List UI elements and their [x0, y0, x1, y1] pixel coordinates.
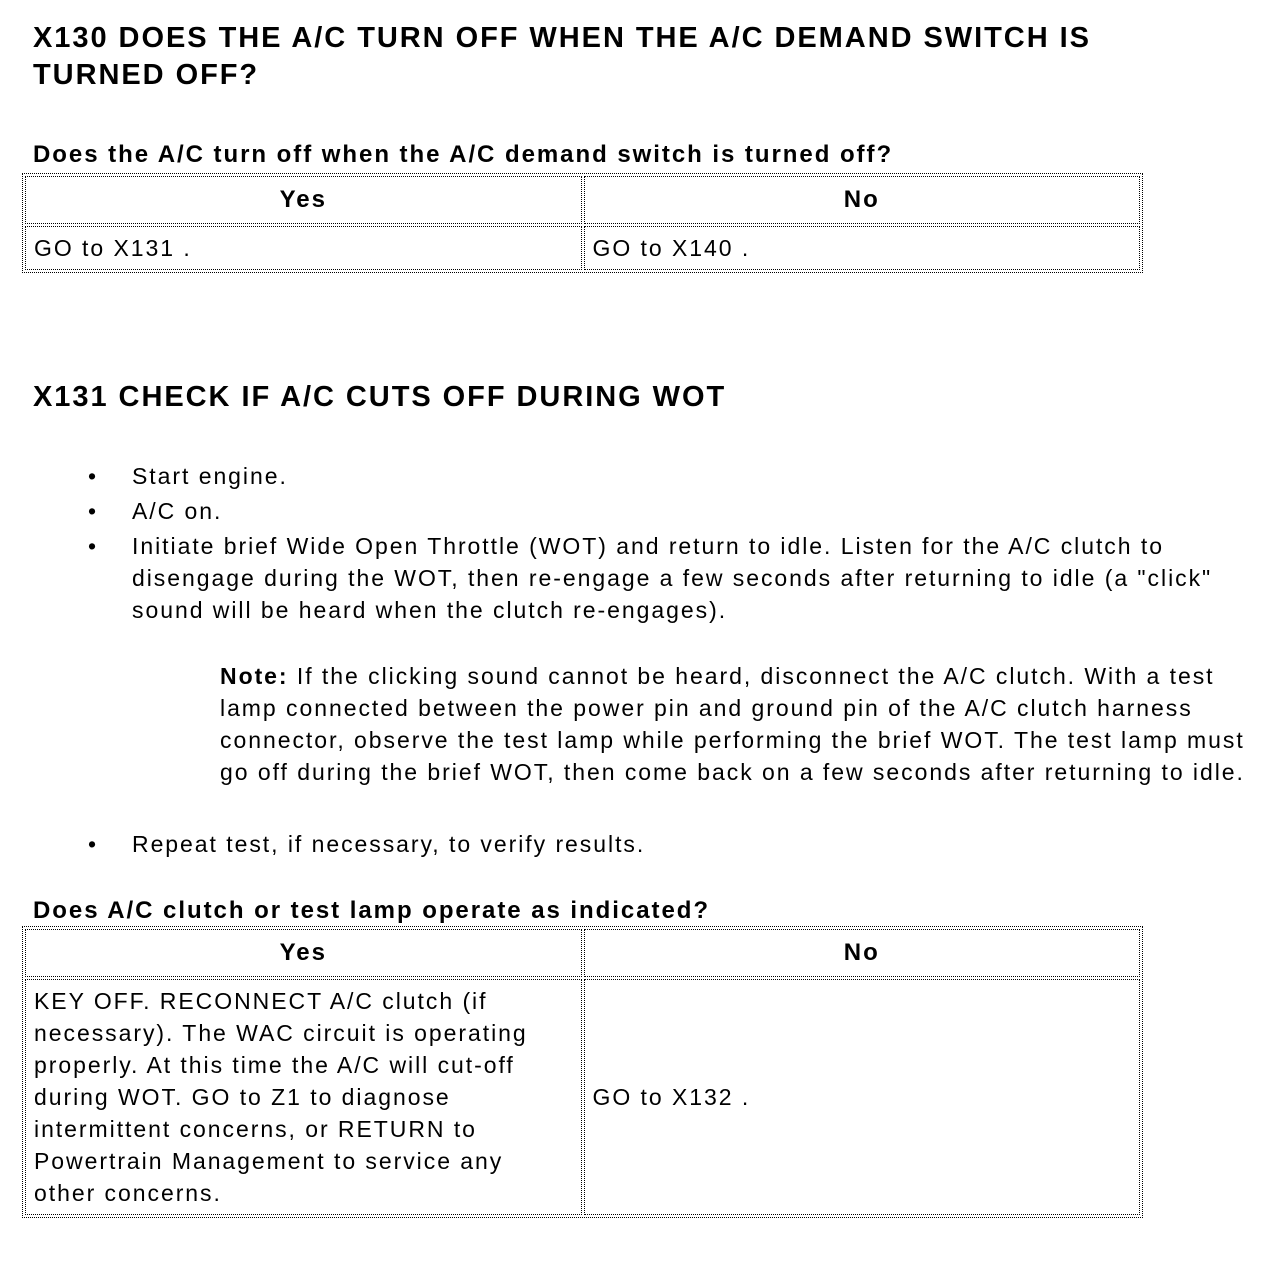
yes-action-cell: GO to X131 .	[25, 226, 582, 270]
yes-action-cell	[25, 979, 582, 1215]
no-action-cell: GO to X132 .	[584, 979, 1141, 1215]
list-item	[88, 460, 1280, 492]
table-row	[25, 226, 1140, 270]
list-item-text: A/C on.	[132, 498, 223, 524]
list-item-text: Start engine.	[132, 463, 288, 489]
no-column-header: No	[584, 176, 1141, 224]
section-x131-heading: X131 CHECK IF A/C CUTS OFF DURING WOT	[33, 381, 727, 413]
section-x130-decision-table	[22, 173, 1143, 273]
list-item	[88, 828, 1280, 860]
no-column-header: No	[584, 929, 1141, 977]
bullet-icon: •	[88, 498, 99, 524]
note-label: Note:	[220, 663, 289, 689]
section-x131-question: Does A/C clutch or test lamp operate as indicated?	[33, 897, 710, 924]
note-text: If the clicking sound cannot be heard, disconnect the A/C clutch. With a test lamp connected between the power pin and ground pin of the A/C clutch harness connector, observe the test lamp while performing the brief WOT. The test lamp must go off during the brief WOT, then come back on a few seconds after returning to idle.	[220, 663, 1245, 785]
procedure-step-list	[88, 460, 1280, 860]
table-header-row	[25, 929, 1140, 977]
yes-column-header: Yes	[25, 176, 582, 224]
bullet-icon: •	[88, 831, 99, 857]
table-row	[25, 979, 1140, 1215]
list-item-text: Initiate brief Wide Open Throttle (WOT) and return to idle. Listen for the A/C clutch to disengage during the WOT, then re-engage a few seconds after returning to idle (a "click" sound will be heard when the clutch re-engages).	[132, 533, 1213, 623]
bullet-icon: •	[88, 533, 99, 559]
section-x130-question: Does the A/C turn off when the A/C demand switch is turned off?	[33, 141, 894, 168]
no-action-cell: GO to X140 .	[584, 226, 1141, 270]
note-paragraph	[220, 660, 1280, 788]
yes-column-header: Yes	[25, 929, 582, 977]
list-item-text: Repeat test, if necessary, to verify results.	[132, 831, 646, 857]
table-header-row	[25, 176, 1140, 224]
list-item	[88, 530, 1280, 626]
section-x131-decision-table	[22, 926, 1143, 1218]
section-x130-heading: X130 DOES THE A/C TURN OFF WHEN THE A/C DEMAND SWITCH IS TURNED OFF?	[33, 22, 1091, 91]
bullet-icon: •	[88, 463, 99, 489]
yes-action-text: KEY OFF. RECONNECT A/C clutch (if necessary). The WAC circuit is operating properly. At this time the A/C will cut-off during WOT. GO to Z1 to diagnose intermittent concerns, or RETURN to Powertrain Management to service any other concerns.	[34, 988, 528, 1206]
list-item	[88, 495, 1280, 527]
